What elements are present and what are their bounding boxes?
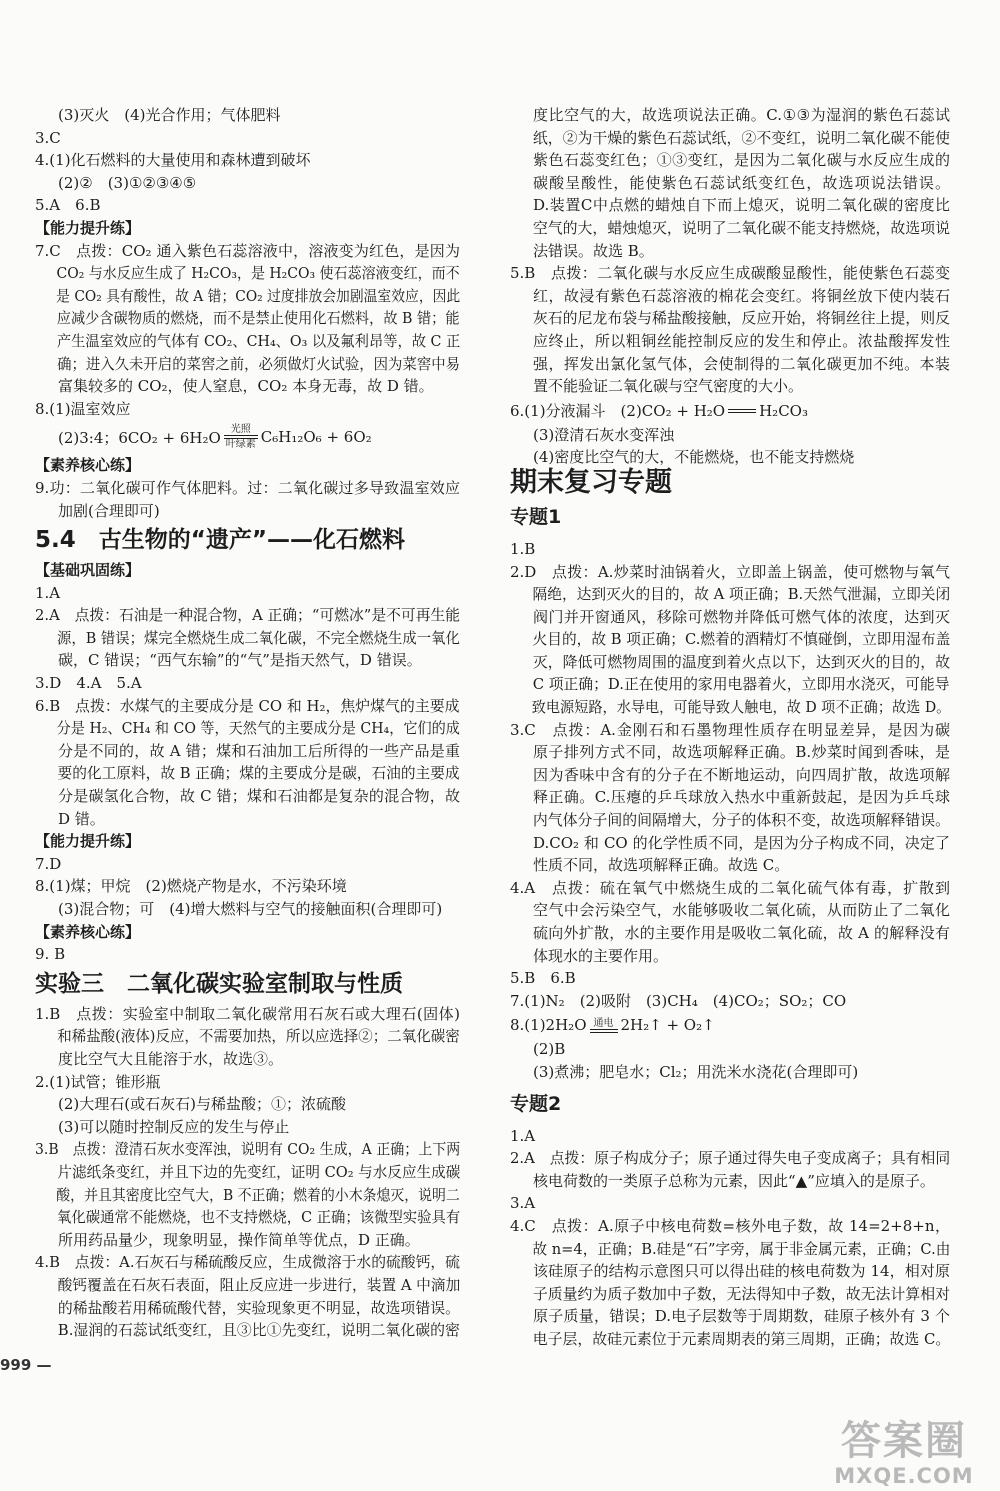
answer-item (35, 398, 460, 421)
answer-item (35, 127, 460, 150)
text-line: 8.(1)煤；甲烷 (2)燃烧产物是水，不污染环境 (35, 877, 347, 896)
exercise-section-label (35, 217, 460, 240)
exercise-section-label (35, 559, 460, 582)
text-line: 实验三 二氧化碳实验室制取与性质 (35, 970, 403, 997)
answer-item (35, 604, 460, 672)
text-line: 子质量约为质子数加中子数，无法得知中子数，故无法计算相对 (532, 1284, 951, 1303)
answer-sub-line (35, 172, 460, 195)
answer-item (35, 695, 460, 831)
answer-item (35, 875, 460, 898)
text-line: 8.(1)温室效应 (35, 399, 131, 418)
answer-item (35, 1071, 460, 1094)
text-line: 5.A 6.B (35, 196, 101, 215)
answer-sub-line (510, 1038, 950, 1061)
text-line: 和稀盐酸(液体)反应，不需要加热，所以应选择②；二氧化碳密 (57, 1027, 460, 1046)
text-line: 4.B 点拨：A.石灰石与稀硫酸反应，生成微溶于水的硫酸钙，硫 (35, 1253, 460, 1272)
text-line: 致电源短路，水导电，可能导致人触电，故 D 项不正确；故选 D。 (531, 698, 951, 717)
equation-reactants: (2)3:4；6CO₂ + 6H₂O (58, 428, 221, 447)
text-line: 置不能验证二氧化碳与空气密度的大小。 (533, 377, 804, 396)
answer-item (35, 194, 460, 217)
equation-products: C₆H₁₂O₆ + 6O₂ (260, 428, 372, 447)
chemical-equation (510, 1012, 950, 1038)
answer-item (510, 719, 950, 877)
condition-above: 光照 (230, 424, 251, 436)
text-line: 隔绝，达到灭火的目的，故 A 项正确；B.天然气泄漏，立即关闭 (532, 585, 951, 604)
condition-below: 叶绿素 (225, 439, 256, 451)
text-line: (3)澄清石灰水变浑浊 (533, 425, 675, 444)
answer-item (35, 240, 460, 398)
text-line: 4.(1)化石燃料的大量使用和森林遭到破坏 (35, 151, 311, 170)
text-line: 【素养核心练】 (35, 922, 141, 941)
watermark-name: 答案圈 (841, 1418, 967, 1464)
reaction-condition (224, 424, 258, 450)
text-line: 该硅原子的结构示意图只可以得出硅的核电荷数为 14，相对原 (533, 1262, 950, 1281)
text-line: D 错。 (58, 809, 105, 828)
text-line: 5.B 点拨：二氧化碳与水反应生成碳酸显酸性，能使紫色石蕊变 (510, 264, 950, 283)
text-line: (4)密度比空气的大，不能燃烧，也不能支持燃烧 (533, 448, 855, 467)
text-line: (2)大理石(或石灰石)与稀盐酸；①；浓硫酸 (58, 1095, 346, 1114)
answer-item (510, 1125, 950, 1148)
answer-sub-line (510, 424, 950, 447)
text-line: 3.D 4.A 5.A (35, 674, 142, 693)
answer-item (35, 943, 460, 966)
text-line: 紫色石蕊变红色；①③变红，是因为二氧化碳与水反应生成的 (533, 151, 950, 170)
text-line: D.装置C中点燃的蜡烛自下而上熄灭，说明二氧化碳的密度比 (533, 196, 950, 215)
equals-sign (590, 1029, 618, 1033)
answer-item (510, 561, 950, 719)
answer-item (35, 1003, 460, 1071)
text-line: C 项正确；D.正在使用的家用电器着火，立即用水浇灭，可能导 (532, 675, 950, 694)
answer-item (35, 582, 460, 605)
answer-sub-line (35, 1116, 460, 1139)
answer-item (35, 1251, 460, 1341)
equation-line (510, 1012, 950, 1038)
text-line: 原子质量，错误；D.电子层数等于周期数，硅原子核外有 3 个 (533, 1307, 950, 1326)
text-line: (2)B (533, 1040, 566, 1059)
watermark-logo (815, 1418, 993, 1488)
text-line: 专题1 (510, 505, 562, 528)
text-line: 【基础巩固练】 (35, 561, 141, 580)
text-line: 3.B 点拨：澄清石灰水变浑浊，说明有 CO₂ 生成，A 正确；上下两 (35, 1140, 461, 1159)
text-line: 因为香味中含有的分子在不断地运动，向四周扩散，故选项解 (533, 765, 950, 784)
text-line: 分是碳氢化合物，故 C 错；煤和石油都是复杂的混合物，故 (58, 787, 460, 806)
text-line: 专题2 (510, 1092, 562, 1115)
text-line: 4.C 点拨：A.原子中核电荷数=核外电子数，故 14=2+8+n， (510, 1216, 950, 1235)
answer-item (510, 1147, 950, 1192)
text-line: 6.B 点拨：水煤气的主要成分是 CO 和 H₂，焦炉煤气的主要成 (35, 696, 460, 715)
text-line: (3)可以随时控制反应的发生与停止 (58, 1117, 290, 1136)
text-line: 红，故浸有紫色石蕊溶液的棉花会变红。将铜丝放下使内装石 (533, 286, 950, 305)
text-line: 【能力提升练】 (35, 832, 141, 851)
text-line: 9.功：二氧化碳可作气体肥料。过：二氧化碳过多导致温室效应 (35, 478, 460, 497)
reaction-condition (728, 409, 756, 413)
answer-item (510, 990, 950, 1013)
answer-continuation (510, 104, 950, 262)
topic-title (510, 1084, 950, 1125)
topic-title (510, 497, 950, 538)
equation-reactants: 8.(1)2H₂O (510, 1016, 587, 1035)
text-line: 片滤纸条变红，并且下边的先变红，证明 CO₂ 与水反应生成碳 (57, 1162, 461, 1181)
equation-products: H₂CO₃ (759, 401, 808, 420)
text-line: 5.B 6.B (510, 969, 576, 988)
text-line: 1.B (510, 539, 536, 558)
answer-sub-line (510, 1061, 950, 1084)
lesson-title (35, 966, 460, 1003)
text-line: 灰石的尼龙布袋与稀盐酸接触，反应开始，将铜丝往上提，则反 (532, 309, 951, 328)
text-line: 度比空气大且能溶于水，故选③。 (58, 1049, 284, 1068)
text-line: 9. B (35, 945, 66, 964)
text-line: 2.D 点拨：A.炒菜时油锅着火，立即盖上锅盖，使可燃物与氧气 (510, 562, 950, 581)
text-line: 源，B 错误；煤完全燃烧生成二氧化碳，不完全燃烧生成一氧化 (57, 628, 460, 647)
text-line: 7.C 点拨：CO₂ 通入紫色石蕊溶液中，溶液变为红色，是因为 (35, 241, 460, 260)
exercise-section-label (35, 921, 460, 944)
text-line: 空气的大，蜡烛熄灭，说明了二氧化碳不能支持燃烧，故选项说 (532, 218, 951, 237)
condition-above: 通电 (593, 1017, 614, 1029)
answer-item (35, 149, 460, 172)
text-line: 3.C (35, 128, 61, 147)
text-line: 纸，②为干燥的紫色石蕊试纸，②不变红，说明二氧化碳不能使 (532, 128, 951, 147)
text-line: (3)混合物；可 (4)增大燃料与空气的接触面积(合理即可) (58, 900, 443, 918)
text-line: 法错误。故选 B。 (533, 241, 654, 260)
text-line: 阀门并开窗通风，移除可燃物并降低可燃气体的浓度，达到灭 (533, 607, 950, 626)
page-number: 999 — (0, 1356, 52, 1374)
text-line: 确；进入久未开启的菜窖之前，必须做灯火试验，因为菜窖中易 (57, 354, 461, 373)
text-line: 酸钙覆盖在石灰石表面，阻止反应进一步进行，装置 A 中滴加 (57, 1275, 461, 1294)
text-line: 核电荷数的一类原子总称为元素，因此“▲”应填入的是原子。 (533, 1171, 935, 1190)
answer-item (35, 672, 460, 695)
text-line: 2.A 点拨：石油是一种混合物，A 正确；“可燃冰”是不可再生能 (35, 606, 461, 625)
chemical-equation (35, 420, 460, 454)
text-line: 是 CO₂ 具有酸性，故 A 错；CO₂ 过度排放会加剧温室效应，因此 (56, 286, 461, 305)
answer-sub-line (35, 898, 460, 921)
text-line: 7.D (35, 854, 62, 873)
text-line: 空气中会污染空气，水能够吸收二氧化硫，从而防止了二氧化 (533, 901, 950, 920)
text-line: 所用药品量少，现象明显，操作简单等优点，D 正确。 (58, 1230, 420, 1249)
chemical-equation (510, 398, 950, 424)
text-line: 电子层，故硅元素位于元素周期表的第三周期，正确；故选 C。 (532, 1329, 951, 1348)
text-line: 3.A (510, 1194, 536, 1213)
text-line: 应减少含碳物质的燃烧，而不是禁止使用化石燃料，故 B 错；能 (56, 309, 460, 328)
text-line: 强，挥发出氯化氢气体，会使制得的二氧化碳更加不纯。本装 (533, 354, 950, 373)
text-line: 应终止，所以粗铜丝能控制反应的发生和停止。浓盐酸挥发性 (533, 331, 950, 350)
text-line: 期末复习专题 (510, 466, 672, 498)
text-line: (2)② (3)①②③④⑤ (58, 173, 197, 192)
equals-sign (728, 409, 756, 413)
text-line: 性质不同，故选项解释正确。故选 C。 (533, 856, 790, 875)
text-line: 碳酸呈酸性，能使紫色石蕊试纸变红色，故选项说法错误。 (533, 173, 950, 192)
answer-sub-line (510, 446, 950, 469)
exercise-section-label (35, 454, 460, 477)
text-line: 硫向外扩散，水的主要作用是吸收二氧化硫，故 A 的解释没有 (533, 924, 950, 942)
answer-sub-line (35, 1093, 460, 1116)
text-line: B.湿润的石蕊试纸变红，且③比①先变红，说明二氧化碳的密 (57, 1321, 460, 1340)
text-line: 3.C 点拨：A.金刚石和石墨物理性质存在明显差异，是因为碳 (510, 720, 950, 739)
reaction-condition (590, 1018, 618, 1033)
answer-item (510, 262, 950, 398)
equation-line (510, 398, 950, 424)
answer-item (35, 1138, 460, 1251)
answer-item (510, 967, 950, 990)
text-line: 故 n=4，正确；B.硅是“石”字旁，属于非金属元素，正确；C.由 (532, 1239, 951, 1258)
equation-products: 2H₂↑ + O₂↑ (620, 1016, 715, 1035)
text-line: 体现水的主要作用。 (533, 946, 669, 965)
text-line: 富集较多的 CO₂，使人窒息，CO₂ 本身无毒，故 D 错。 (58, 377, 434, 396)
text-line: 酸，并且其密度比空气大，B 不正确；燃着的小木条熄灭，说明二 (56, 1185, 460, 1204)
text-line: 火目的，故 B 项正确；C.燃着的酒精灯不慎碰倒，立即用湿布盖 (532, 630, 951, 649)
answer-item (510, 1192, 950, 1215)
text-line: (3)煮沸；肥皂水；Cl₂；用洗米水浇花(合理即可) (533, 1062, 859, 1081)
text-line: 2.(1)试管；锥形瓶 (35, 1072, 161, 1091)
chapter-title (510, 466, 950, 498)
text-line: 要的化工原料，故 B 正确；煤的主要成分是碳，石油的主要成 (57, 764, 460, 783)
text-line: (3)灭火 (4)光合作用；气体肥料 (58, 106, 281, 124)
equation-reactants: 6.(1)分液漏斗 (2)CO₂ + H₂O (510, 402, 726, 421)
text-line: 的稀盐酸若用稀硫酸代替，实验现象更不明显，故选项错误。 (57, 1298, 461, 1317)
right-column (510, 104, 950, 1351)
text-line: 1.B 点拨：实验室中制取二氧化碳常用石灰石或大理石(固体) (35, 1004, 460, 1023)
answer-item (35, 853, 460, 876)
text-line: 内气体分子间的间隔增大，分子的体积不变，故选项解释错误。 (532, 811, 951, 830)
text-line: 加剧(合理即可) (58, 501, 160, 520)
text-line: 灭，降低可燃物周围的温度到着火点以下，达到灭火的目的，故 (532, 652, 951, 671)
text-line: 原子排列方式不同，故选项解释正确。B.炒菜时闻到香味，是 (533, 743, 950, 762)
text-line: 度比空气的大，故选项说法正确。C.①③为湿润的紫色石蕊试 (533, 106, 950, 124)
text-line: 释正确。C.压瘪的乒乓球放入热水中重新鼓起，是因为乒乓球 (533, 788, 950, 807)
text-line: 5.4 古生物的“遗产”——化石燃料 (35, 527, 405, 554)
text-line: 2.A 点拨：原子构成分子；原子通过得失电子变成离子；具有相同 (510, 1149, 951, 1168)
text-line: 分是不同的，故 A 错；煤和石油加工后所得的一些产品是重 (58, 741, 460, 760)
text-line: 1.A (510, 1126, 536, 1145)
text-line: 【素养核心练】 (35, 456, 141, 475)
text-line: 分是 H₂、CH₄ 和 CO 等，天然气的主要成分是 CH₄，它们的成 (56, 719, 460, 738)
text-line: 碳，C 错误；“西气东输”的“气”是指天然气，D 错误。 (58, 651, 422, 670)
watermark-site: MXQE.COM (834, 1464, 974, 1488)
equation-line (35, 420, 460, 454)
exercise-section-label (35, 830, 460, 853)
lesson-title (35, 522, 460, 559)
text-line: 4.A 点拨：硫在氧气中燃烧生成的二氧化硫气体有毒，扩散到 (510, 878, 950, 897)
text-line: 7.(1)N₂ (2)吸附 (3)CH₄ (4)CO₂；SO₂；CO (510, 991, 847, 1010)
text-line: 【能力提升练】 (35, 218, 141, 237)
text-line: CO₂ 与水反应生成了 H₂CO₃，是 H₂CO₃ 使石蕊溶液变红，而不 (56, 264, 460, 283)
answer-item (510, 1215, 950, 1351)
left-column (35, 104, 460, 1342)
text-line: 产生温室效应的气体有 CO₂、CH₄、O₃ 以及氟利昂等，故 C 正 (56, 331, 461, 350)
answer-item (35, 477, 460, 522)
text-line: D.CO₂ 和 CO 的化学性质不同，是因为分子构成不同，决定了 (533, 833, 950, 852)
text-line: 氧化碳通常不能燃烧，也不支持燃烧，C 正确；该微型实验具有 (57, 1208, 461, 1227)
answer-item (510, 538, 950, 561)
answer-item (510, 877, 950, 967)
text-line: 1.A (35, 583, 61, 602)
answer-continuation (35, 104, 460, 127)
